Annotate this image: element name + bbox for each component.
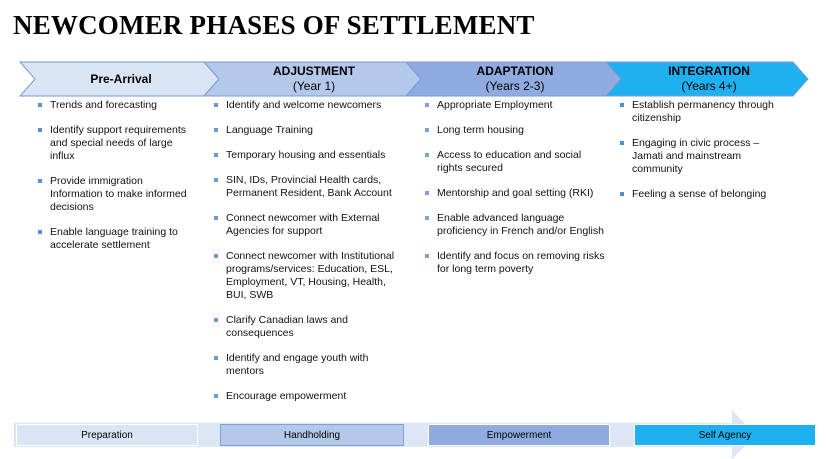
list-item: Identify and welcome newcomers <box>211 99 399 112</box>
stage-label: Empowerment <box>486 429 552 441</box>
list-item: Language Training <box>211 124 399 137</box>
stage-label: Handholding <box>283 429 341 441</box>
phase-list-pre-arrival <box>35 99 195 264</box>
phase-name: INTEGRATION <box>668 64 750 78</box>
list-item: Connect newcomer with External Agencies for support <box>211 212 399 238</box>
list-item: Identify support requirements and special needs of large influx <box>35 124 195 163</box>
list-item: Temporary housing and essentials <box>211 149 399 162</box>
stage-label: Preparation <box>81 429 133 441</box>
list-item: Enable advanced language proficiency in French and/or English <box>422 212 608 238</box>
list-item: Engaging in civic process – Jamati and mainstream community <box>617 137 793 176</box>
list-item: Connect newcomer with Institutional programs/services: Education, ESL, Employment, VT, Housing, Health, BUI, SWB <box>211 250 399 302</box>
phase-name: Pre-Arrival <box>90 71 152 86</box>
phase-header-adjustment <box>219 63 409 95</box>
list-item: Trends and forecasting <box>35 99 195 112</box>
list-item: SIN, IDs, Provincial Health cards, Permanent Resident, Bank Account <box>211 174 399 200</box>
phase-period: (Years 2-3) <box>485 79 545 93</box>
phase-list-integration <box>617 99 793 213</box>
phase-header-integration <box>621 63 797 95</box>
phase-name: ADAPTATION <box>476 64 554 78</box>
page-title: NEWCOMER PHASES OF SETTLEMENT <box>13 10 535 40</box>
phase-list-adjustment <box>211 99 399 415</box>
list-item: Identify and focus on removing risks for long term poverty <box>422 250 608 276</box>
phase-header-adaptation <box>421 63 609 95</box>
list-item: Clarify Canadian laws and consequences <box>211 314 399 340</box>
list-item: Establish permanency through citizenship <box>617 99 793 125</box>
stage-label: Self Agency <box>698 429 752 441</box>
stage-box-handholding <box>220 424 404 446</box>
list-item: Encourage empowerment <box>211 390 399 403</box>
list-item: Enable language training to accelerate settlement <box>35 226 195 252</box>
phase-header-pre-arrival <box>35 63 207 95</box>
stage-box-self-agency <box>634 424 816 446</box>
list-item: Feeling a sense of belonging <box>617 188 793 201</box>
phase-list-adaptation <box>422 99 608 288</box>
phase-name: ADJUSTMENT <box>272 64 355 78</box>
list-item: Appropriate Employment <box>422 99 608 112</box>
stage-box-empowerment <box>428 424 610 446</box>
stage-box-preparation <box>16 424 198 446</box>
list-item: Identify and engage youth with mentors <box>211 352 399 378</box>
list-item: Access to education and social rights secured <box>422 149 608 175</box>
list-item: Provide immigration Information to make informed decisions <box>35 175 195 214</box>
phase-period: (Years 4+) <box>681 79 737 93</box>
phase-period: (Year 1) <box>292 79 336 93</box>
list-item: Mentorship and goal setting (RKI) <box>422 187 608 200</box>
list-item: Long term housing <box>422 124 608 137</box>
